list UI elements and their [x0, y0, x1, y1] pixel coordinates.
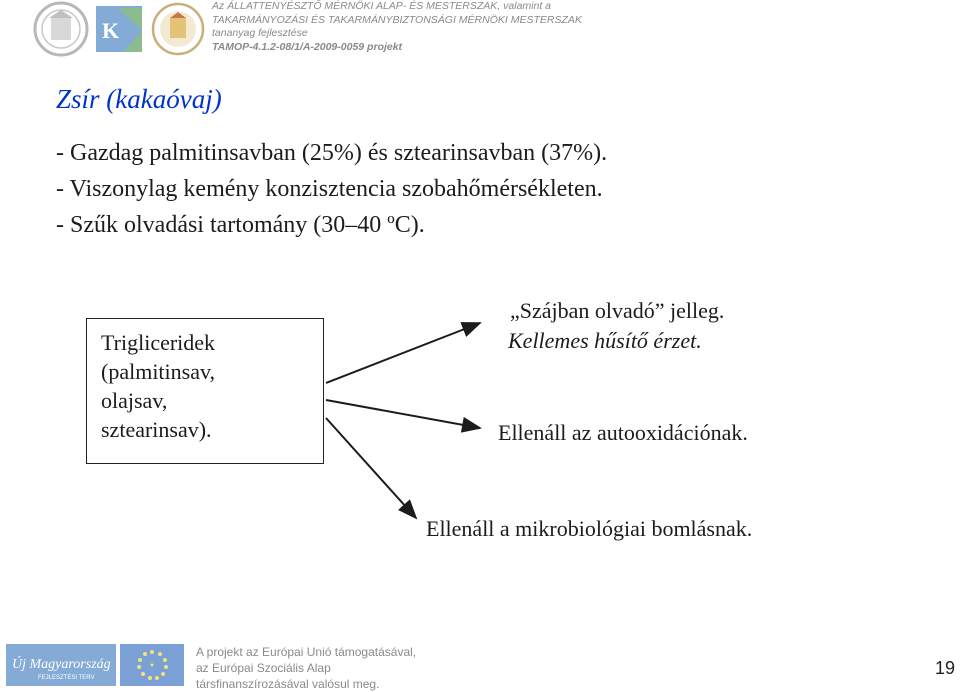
eu-flag-logo: [120, 644, 184, 686]
bullet-item: - Szűk olvadási tartomány (30–40 ºC).: [56, 212, 425, 238]
box-line: Trigliceridek: [101, 330, 216, 355]
page-number: 19: [935, 658, 956, 678]
footer-line-1: A projekt az Európai Unió támogatásával,: [196, 645, 417, 659]
header-line-3: tananyag fejlesztése: [212, 27, 308, 39]
svg-text:FEJLESZTÉSI TERV: FEJLESZTÉSI TERV: [38, 675, 95, 681]
header-line-2: TAKARMÁNYOZÁSI ÉS TAKARMÁNYBIZTONSÁGI MÉRNÖKI MESTERSZAK: [212, 13, 582, 26]
box-line: sztearinsav).: [101, 417, 212, 442]
svg-text:Új Magyarország: Új Magyarország: [12, 657, 111, 672]
bullet-item: - Viszonylag kemény konzisztencia szobahőmérsékleten.: [56, 176, 603, 202]
box-line: olajsav,: [101, 388, 168, 413]
arrow-to-autooxidation: [326, 400, 480, 428]
result-melting-in-mouth: „Szájban olvadó” jelleg.: [510, 298, 725, 323]
slide-title: Zsír (kakaóvaj): [56, 84, 222, 114]
result-autooxidation: Ellenáll az autooxidációnak.: [498, 420, 748, 445]
header-line-4: TAMOP-4.1.2-08/1/A-2009-0059 projekt: [212, 40, 403, 53]
svg-text:K: K: [102, 18, 120, 43]
box-line: (palmitinsav,: [101, 359, 216, 384]
bullet-item: - Gazdag palmitinsavban (25%) és sztearinsavban (37%).: [56, 140, 608, 166]
arrow-to-melting: [326, 323, 480, 383]
footer-line-2: az Európai Szociális Alap: [196, 661, 331, 675]
result-cooling-feel: Kellemes hűsítő érzet.: [508, 328, 702, 353]
arrow-to-microbiological: [326, 418, 416, 518]
footer-text: [196, 644, 416, 692]
result-microbiological: Ellenáll a mikrobiológiai bomlásnak.: [426, 516, 753, 541]
footer-line-3: társfinanszírozásával valósul meg.: [196, 677, 380, 691]
uj-magyarorszag-logo: [6, 644, 116, 686]
header-line-1: Az ÁLLATTENYÉSZTŐ MÉRNÖKI ALAP- ÉS MESTERSZAK, valamint a: [212, 0, 551, 12]
